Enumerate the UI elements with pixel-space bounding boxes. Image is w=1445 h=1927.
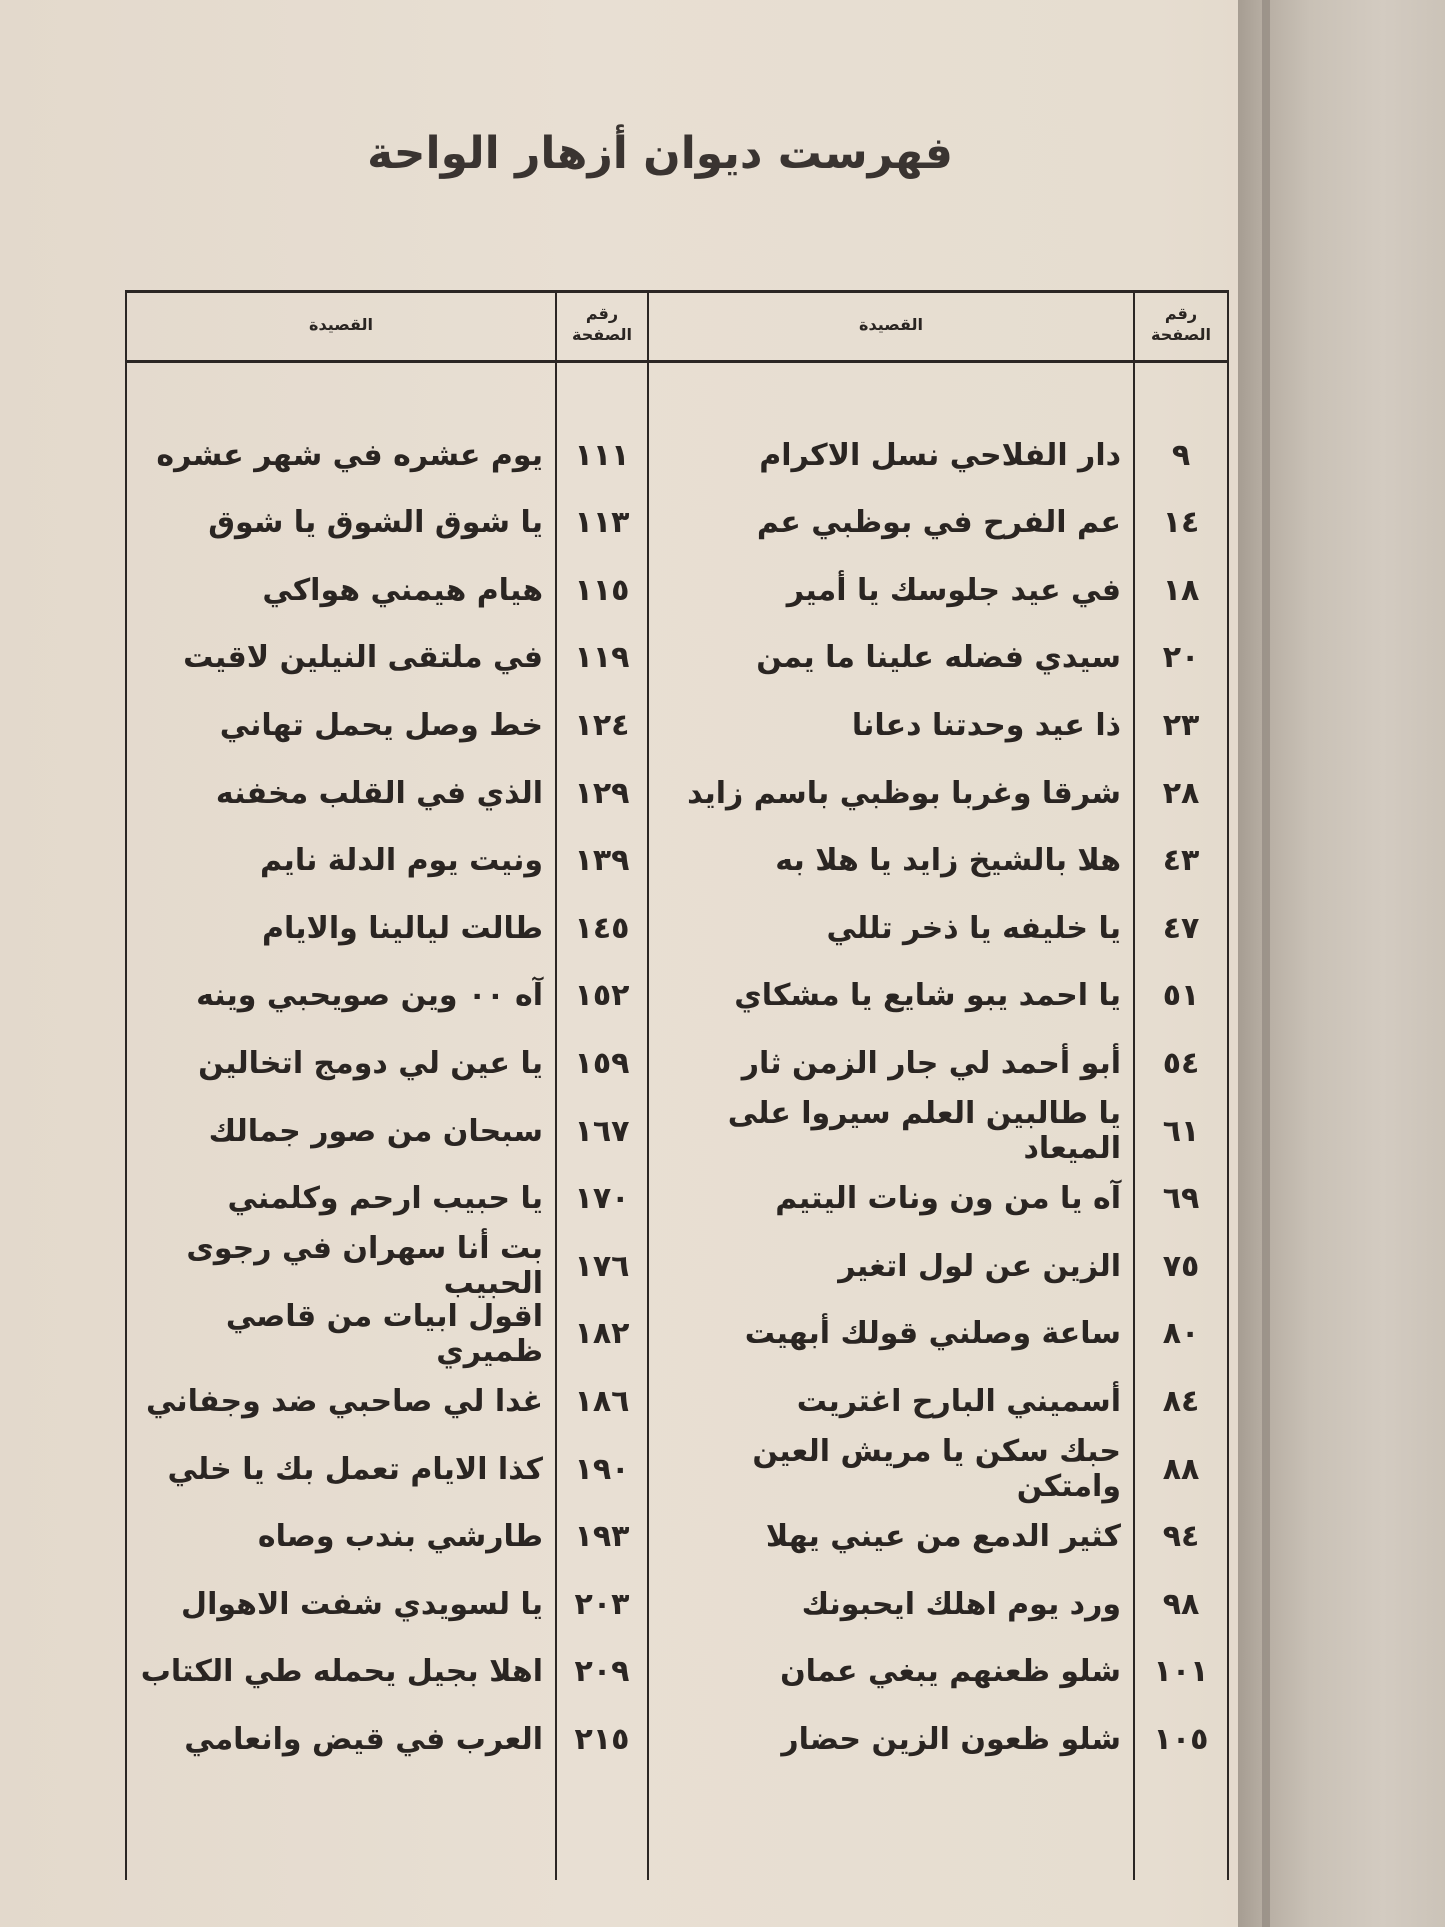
left-poem-title: بت أنا سهران في رجوى الحبيب: [186, 1231, 543, 1302]
left-poem-title: في ملتقى النيلين لاقيت: [183, 640, 543, 676]
index-table: [125, 290, 1229, 1880]
left-page-number: ١١٣: [574, 505, 630, 541]
left-page-number: ١٥٢: [574, 978, 630, 1014]
right-poem-title: عم الفرح في بوظبي عم: [756, 505, 1121, 541]
right-poem-title: أسميني البارح اغتريت: [796, 1383, 1121, 1419]
header-bottom-border: [125, 360, 1229, 363]
left-page-number: ١٦٧: [574, 1113, 630, 1149]
left-page-number: ١١١: [574, 437, 630, 473]
left-page-number: ١٩٣: [574, 1519, 630, 1555]
right-page-number: ٨٨: [1162, 1451, 1200, 1487]
right-page-number: ٧٥: [1162, 1248, 1200, 1284]
header-poem-right: القصيدة: [859, 314, 923, 334]
left-page-number: ٢٠٩: [574, 1654, 630, 1690]
left-poem-title: اهلا بجيل يحمله طي الكتاب: [140, 1654, 543, 1690]
right-poem-title: أبو أحمد لي جار الزمن ثار: [741, 1045, 1121, 1081]
right-page-number: ٥١: [1162, 978, 1200, 1014]
right-page-number: ٩٤: [1162, 1519, 1200, 1555]
left-poem-title: خط وصل يحمل تهاني: [219, 707, 543, 743]
left-page-number: ١١٩: [574, 640, 630, 676]
left-page-number: ١٩٠: [574, 1451, 630, 1487]
right-poem-title: ساعة وصلني قولك أبهيت: [744, 1316, 1121, 1352]
table-right-border: [1227, 290, 1229, 1880]
right-page-number: ٤٧: [1162, 910, 1200, 946]
left-poem-title: آه ٠٠ وين صويحبي وينه: [196, 978, 543, 1014]
left-poem-title: الذي في القلب مخفنه: [215, 775, 543, 811]
header-page-no-left: رقم الصفحة: [571, 304, 632, 344]
left-page-number: ١٧٦: [574, 1248, 630, 1284]
header-page-no-right: رقم الصفحة: [1150, 304, 1211, 344]
left-page-number: ١٧٠: [574, 1181, 630, 1217]
right-page-number: ٥٤: [1162, 1045, 1200, 1081]
right-page-number: ١٤: [1162, 505, 1200, 541]
left-page-number: ١٣٩: [574, 843, 630, 879]
right-poem-title: شلو ظعنهم يبغي عمان: [780, 1654, 1121, 1690]
left-page-number: ٢١٥: [574, 1721, 630, 1757]
right-poem-title: سيدي فضله علينا ما يمن: [756, 640, 1121, 676]
right-poem-title: آه يا من ون ونات اليتيم: [775, 1181, 1121, 1217]
left-poem-title: غدا لي صاحبي ضد وجفاني: [145, 1383, 543, 1419]
right-poem-title: شلو ظعون الزين حضار: [781, 1721, 1121, 1757]
right-page-number: ٦١: [1162, 1113, 1200, 1149]
right-poem-title: يا طالبين العلم سيروا على الميعاد: [727, 1096, 1121, 1166]
left-page-number: ١١٥: [574, 572, 630, 608]
right-poem-title: في عيد جلوسك يا أمير: [786, 572, 1121, 608]
right-poem-title: شرقا وغربا بوظبي باسم زايد: [687, 775, 1121, 811]
left-poem-title: طارشي بندب وصاه: [257, 1519, 543, 1555]
right-poem-title: يا احمد يبو شايع يا مشكاي: [734, 978, 1121, 1014]
right-page-number: ٩: [1171, 437, 1191, 473]
left-poem-title: ونيت يوم الدلة نايم: [260, 843, 543, 879]
left-poem-title: يوم عشره في شهر عشره: [156, 437, 543, 473]
right-page-number: ٢٠: [1162, 640, 1200, 676]
right-page-number: ١٠٥: [1153, 1721, 1209, 1757]
left-page-number: ١٢٤: [574, 707, 630, 743]
left-poem-title: هيام هيمني هواكي: [262, 572, 543, 608]
left-page-number: ١٨٦: [574, 1383, 630, 1419]
left-poem-title: يا عين لي دومج اتخالين: [198, 1045, 543, 1081]
right-poem-title: دار الفلاحي نسل الاكرام: [759, 437, 1121, 473]
right-poem-title: الزين عن لول اتغير: [838, 1248, 1121, 1284]
right-page-number: ٨٤: [1162, 1383, 1200, 1419]
right-page-number: ٢٣: [1162, 707, 1200, 743]
left-poem-title: كذا الايام تعمل بك يا خلي: [167, 1451, 543, 1487]
left-page-number: ١٢٩: [574, 775, 630, 811]
left-poem-title: اقول ابيات من قاصي ظميري: [225, 1298, 543, 1369]
right-poem-title: ذا عيد وحدتنا دعانا: [851, 707, 1121, 743]
right-poem-title: حبك سكن يا مريش العين وامتكن: [752, 1434, 1121, 1504]
page-title: فهرست ديوان أزهار الواحة: [367, 128, 953, 179]
left-poem-title: طالت ليالينا والايام: [261, 910, 543, 946]
right-poem-title: يا خليفه يا ذخر تللي: [826, 910, 1121, 946]
right-poem-title: هلا بالشيخ زايد يا هلا به: [775, 843, 1121, 879]
left-poem-title: سبحان من صور جمالك: [208, 1113, 543, 1149]
left-poem-title: العرب في قيض وانعامي: [184, 1721, 543, 1757]
book-spine-shadow: [1262, 0, 1270, 1927]
right-page-number: ٩٨: [1162, 1586, 1200, 1622]
right-page-number: ٢٨: [1162, 775, 1200, 811]
right-page-number: ٤٣: [1162, 843, 1200, 879]
left-page-number: ٢٠٣: [574, 1586, 630, 1622]
left-poem-title: يا حبيب ارحم وكلمني: [227, 1181, 543, 1217]
header-poem-left: القصيدة: [309, 314, 373, 334]
right-poem-title: ورد يوم اهلك ايحبونك: [801, 1586, 1121, 1622]
left-page-number: ١٨٢: [574, 1316, 630, 1352]
right-page-number: ٦٩: [1162, 1181, 1200, 1217]
right-page-number: ١٨: [1162, 572, 1200, 608]
left-poem-title: يا شوق الشوق يا شوق: [208, 505, 543, 541]
left-page-number: ١٥٩: [574, 1045, 630, 1081]
right-page-number: ١٠١: [1153, 1654, 1209, 1690]
left-poem-title: يا لسويدي شفت الاهوال: [181, 1586, 543, 1622]
left-page-number: ١٤٥: [574, 910, 630, 946]
right-page-number: ٨٠: [1162, 1316, 1200, 1352]
right-poem-title: كثير الدمع من عيني يهلا: [765, 1519, 1121, 1555]
